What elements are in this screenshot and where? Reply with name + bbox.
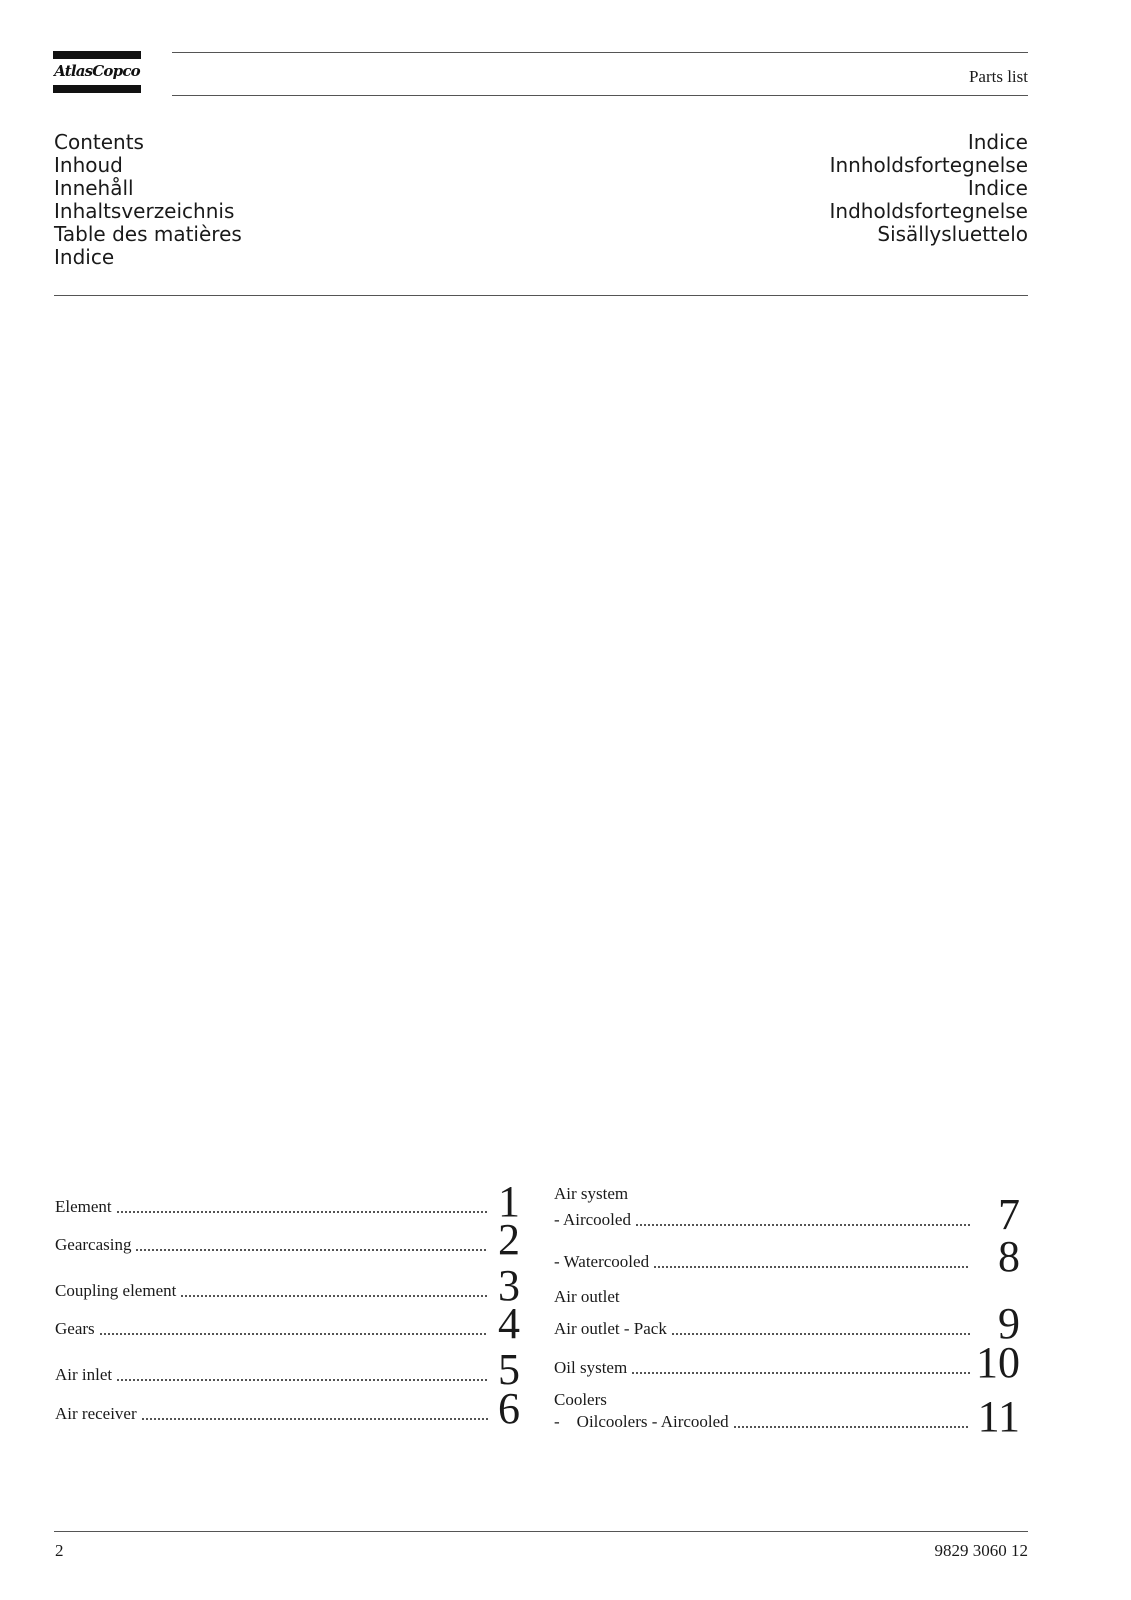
leader-dots	[116, 1194, 488, 1214]
heading-sisallysluettelo: Sisällysluettelo	[877, 222, 1028, 246]
toc-number: 3	[498, 1261, 520, 1310]
toc-row-watercooled[interactable]	[554, 1232, 1020, 1281]
toc-number: 4	[498, 1299, 520, 1348]
toc-heading-air-outlet: Air outlet	[554, 1287, 620, 1306]
toc-number: 8	[998, 1232, 1020, 1281]
contents-divider	[54, 295, 1028, 296]
toc-label: Element	[55, 1197, 112, 1216]
header-top-rule	[172, 52, 1028, 53]
toc-label: - Watercooled	[554, 1252, 650, 1271]
leader-dots	[135, 1232, 488, 1252]
heading-innholdsfortegnelse: Innholdsfortegnelse	[829, 153, 1028, 177]
logo-top-bar	[53, 51, 141, 59]
leader-dots	[116, 1362, 488, 1382]
toc-number: 7	[998, 1190, 1020, 1239]
toc-label: - Oilcoolers - Aircooled	[554, 1412, 729, 1431]
toc-label: Air outlet - Pack	[554, 1319, 667, 1338]
toc-row-coupling-element[interactable]	[55, 1261, 520, 1310]
heading-contents: Contents	[54, 130, 144, 154]
leader-dots	[141, 1401, 488, 1421]
logo-wordmark: AtlasCopco	[54, 62, 140, 80]
toc-number: 5	[498, 1345, 520, 1394]
page-number: 2	[55, 1541, 64, 1560]
toc-label: Oil system	[554, 1358, 628, 1377]
toc-row-gearcasing[interactable]	[55, 1215, 520, 1264]
logo-bottom-bar	[53, 85, 141, 93]
heading-table-des-matieres: Table des matières	[54, 222, 242, 246]
leader-dots	[180, 1278, 488, 1298]
toc-row-air-inlet[interactable]	[55, 1345, 520, 1394]
heading-inhoud: Inhoud	[54, 153, 123, 177]
heading-inhaltsverzeichnis: Inhaltsverzeichnis	[54, 199, 235, 223]
leader-dots	[671, 1316, 970, 1336]
toc-number: 10	[976, 1338, 1020, 1387]
toc-row-oil-system[interactable]	[554, 1338, 1020, 1387]
leader-dots	[631, 1355, 970, 1375]
toc-row-air-outlet-pack[interactable]	[554, 1299, 1020, 1348]
heading-indice: Indice	[54, 245, 115, 269]
toc-label: Air receiver	[55, 1404, 137, 1423]
toc-row-oilcoolers-aircooled[interactable]	[554, 1392, 1020, 1441]
toc-heading-air-system: Air system	[554, 1184, 629, 1203]
header-title: Parts list	[968, 67, 1028, 86]
leader-dots	[653, 1249, 970, 1269]
leader-dots	[733, 1409, 970, 1429]
toc-label: Air inlet	[55, 1365, 113, 1384]
document-number: 9829 3060 12	[934, 1541, 1028, 1560]
toc-label: Gears	[55, 1319, 95, 1338]
toc-number: 11	[977, 1392, 1020, 1441]
toc-row-element[interactable]	[55, 1177, 520, 1226]
toc-heading-coolers: Coolers	[554, 1390, 607, 1409]
toc-number: 2	[498, 1215, 520, 1264]
toc-row-air-receiver[interactable]	[55, 1384, 520, 1433]
leader-dots	[99, 1316, 488, 1336]
header-bottom-rule	[172, 95, 1028, 96]
heading-indice-it: Indice	[967, 130, 1028, 154]
heading-innehall: Innehåll	[54, 176, 134, 200]
heading-indice-pt: Indice	[967, 176, 1028, 200]
contents-headings-left	[54, 131, 242, 269]
toc-row-gears[interactable]	[55, 1299, 520, 1348]
toc-number: 9	[998, 1299, 1020, 1348]
toc-label: Gearcasing	[55, 1235, 132, 1254]
footer-rule	[54, 1531, 1028, 1532]
toc-label: Coupling element	[55, 1281, 177, 1300]
contents-headings-right	[830, 131, 1028, 246]
toc-number: 1	[498, 1177, 520, 1226]
atlas-copco-logo	[53, 51, 141, 93]
toc-number: 6	[498, 1384, 520, 1433]
toc-label: - Aircooled	[554, 1210, 631, 1229]
heading-indholdsfortegnelse: Indholdsfortegnelse	[829, 199, 1028, 223]
leader-dots	[635, 1207, 970, 1227]
